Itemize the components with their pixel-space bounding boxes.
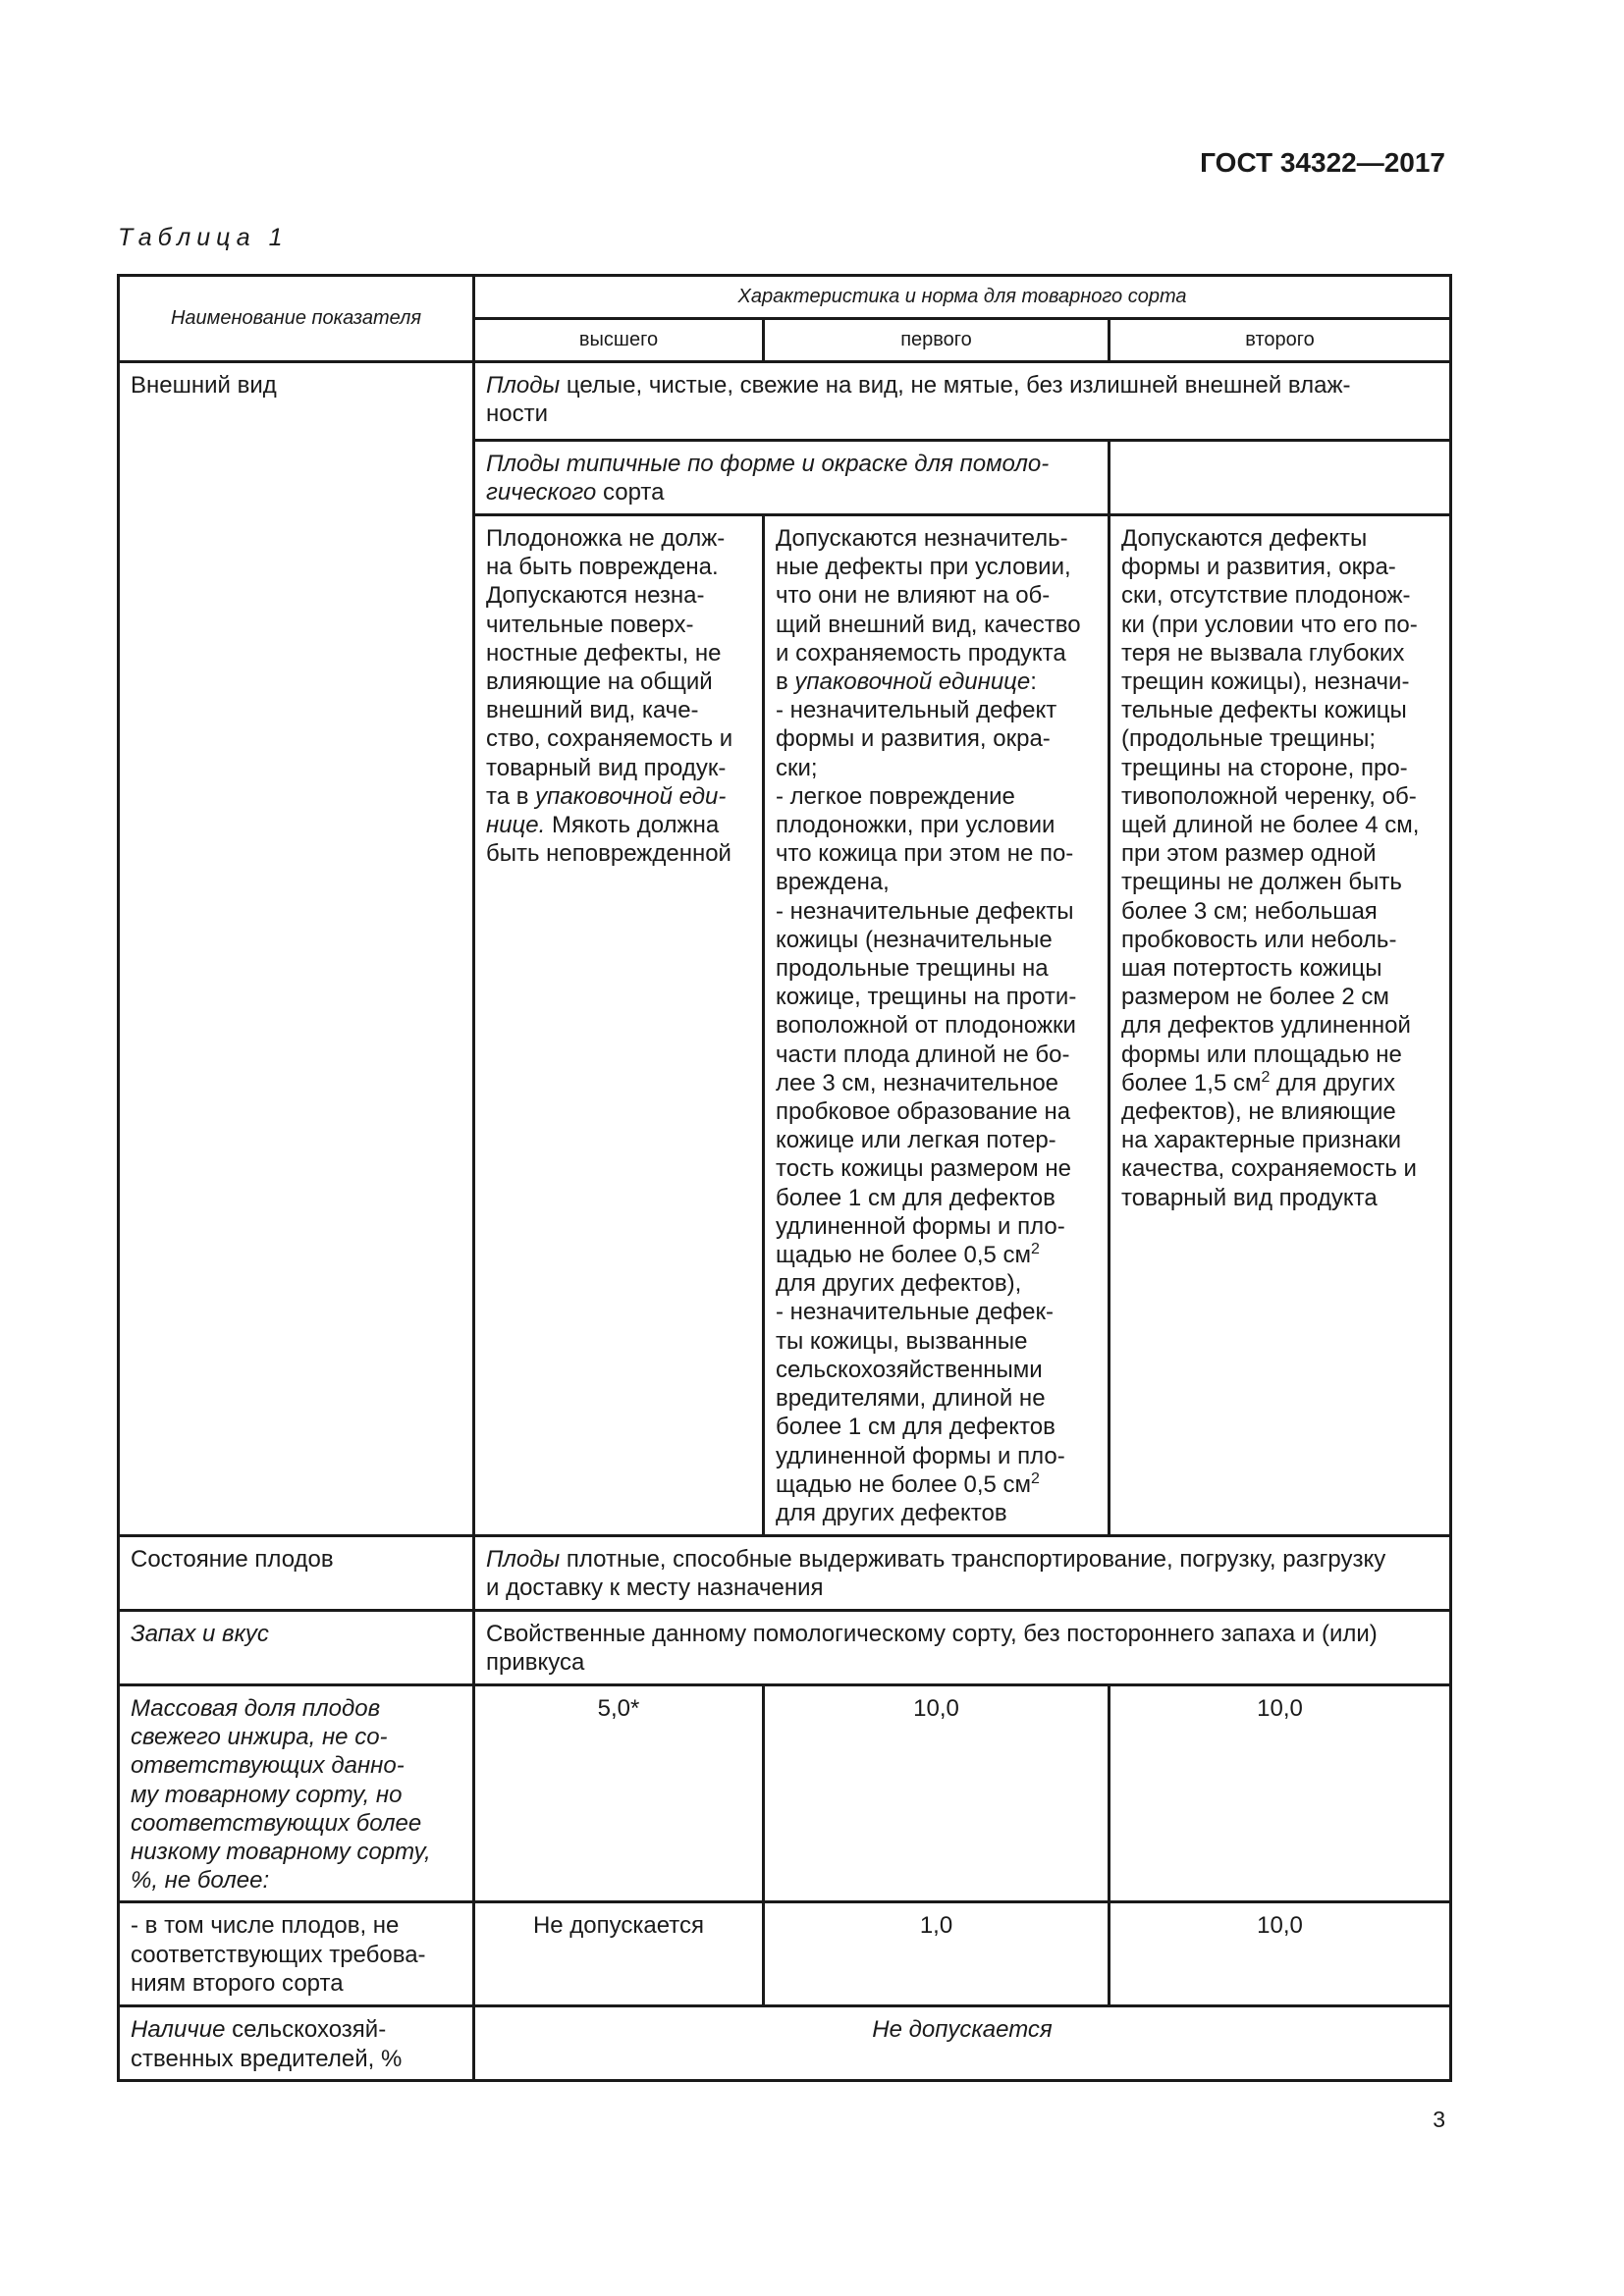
mass-label-line: низкому товарному сорту, — [131, 1839, 431, 1866]
first-line: продольные трещины на — [776, 955, 1049, 983]
mass-label-line: соответствующих более — [131, 1809, 422, 1837]
second-line: более 3 см; небольшая — [1121, 897, 1378, 925]
including-label-line: - в том числе плодов, не — [131, 1912, 400, 1940]
first-line: удлиненной формы и пло- — [776, 1442, 1065, 1469]
highest-line11-it: нице. — [486, 812, 546, 839]
first-line: воположной от плодоножки — [776, 1012, 1076, 1040]
first-line6-pre: в — [776, 668, 795, 696]
second-line: ски, отсутствие плодонож- — [1121, 582, 1411, 610]
second-line: теря не вызвала глубоких — [1121, 639, 1405, 667]
standard-code: ГОСТ 34322—2017 — [1200, 147, 1445, 178]
smell-value-cell — [474, 1611, 1451, 1685]
header-grade-first: первого — [764, 319, 1110, 362]
first-line: плодоножки, при условии — [776, 812, 1056, 839]
second-line20-post: для других — [1270, 1069, 1395, 1096]
second-line: формы или площадью не — [1121, 1041, 1402, 1068]
second-line: товарный вид продукта — [1121, 1184, 1378, 1211]
including-label-line: ниям второго сорта — [131, 1969, 344, 1997]
first-line: части плода длиной не бо- — [776, 1041, 1070, 1068]
mass-label-line: ответствующих данно- — [131, 1752, 405, 1780]
first-line35: для других дефектов — [776, 1499, 1007, 1526]
condition-value-text: плотные, способные выдерживать транспортирование, погрузку, разгрузку — [560, 1546, 1386, 1573]
mass-label-line: му товарному сорту, но — [131, 1781, 403, 1808]
first-line: формы и развития, окра- — [776, 725, 1051, 753]
header-characteristic: Характеристика и норма для товарного сорта — [474, 276, 1451, 319]
appearance-typical-line2-it: гического — [486, 479, 597, 507]
highest-line: Допускаются незна- — [486, 582, 705, 610]
first-line6-it: упаковочной единице — [794, 668, 1031, 696]
second-line: тивоположной черенку, об- — [1121, 782, 1417, 810]
second-line: трещины не должен быть — [1121, 869, 1402, 896]
including-value-second: 10,0 — [1110, 1902, 1451, 2006]
second-line: размером не более 2 см — [1121, 984, 1389, 1011]
second-line: щей длиной не более 4 см, — [1121, 812, 1420, 839]
appearance-plody: Плоды — [486, 372, 561, 399]
first-line: и сохраняемость продукта — [776, 639, 1066, 667]
first-line: - незначительный дефект — [776, 697, 1057, 724]
first-line: пробковое образование на — [776, 1098, 1071, 1126]
first-line: кожице, трещины на проти- — [776, 984, 1077, 1011]
smell-value-line1: Свойственные данному помологическому сорту, без постороннего запаха и (или) — [486, 1621, 1378, 1647]
appearance-second-cell — [1110, 515, 1451, 1536]
first-line: для других дефектов), — [776, 1270, 1022, 1298]
row-label-including — [119, 1902, 474, 2006]
second-line: шая потертость кожицы — [1121, 955, 1382, 983]
first-line: лее 3 см, незначительное — [776, 1069, 1059, 1096]
page-number: 3 — [1433, 2107, 1445, 2132]
first-line: - легкое повреждение — [776, 782, 1015, 810]
first-line: ски; — [776, 754, 818, 781]
highest-line11-rest: Мякоть должна — [545, 812, 720, 839]
second-line: для дефектов удлиненной — [1121, 1012, 1411, 1040]
first-line: тость кожицы размером не — [776, 1155, 1071, 1183]
mass-value-second: 10,0 — [1110, 1685, 1451, 1902]
appearance-general-line2: ности — [486, 400, 548, 428]
first-line26-sup: 2 — [1031, 1241, 1040, 1258]
first-line: более 1 см для дефектов — [776, 1414, 1056, 1441]
first-line: кожице или легкая потер- — [776, 1127, 1056, 1154]
appearance-general-cell — [474, 362, 1451, 441]
second-line20-sup: 2 — [1261, 1068, 1271, 1086]
second-line: при этом размер одной — [1121, 840, 1377, 868]
first-line: вредителями, длиной не — [776, 1385, 1046, 1413]
pests-value: Не допускается — [474, 2006, 1451, 2081]
first-line: вреждена, — [776, 869, 890, 896]
first-line34-pre: щадью не более 0,5 см — [776, 1470, 1032, 1498]
appearance-typical-line2-rest: сорта — [596, 479, 665, 507]
first-line: удлиненной формы и пло- — [776, 1212, 1065, 1240]
header-grade-highest: высшего — [474, 319, 764, 362]
appearance-general-text: целые, чистые, свежие на вид, не мятые, без излишней внешней влаж- — [560, 372, 1351, 399]
mass-value-first: 10,0 — [764, 1685, 1110, 1902]
including-value-first: 1,0 — [764, 1902, 1110, 2006]
second-line: трещины на стороне, про- — [1121, 754, 1408, 781]
highest-line: ство, сохраняемость и — [486, 725, 733, 753]
first-line: - незначительные дефекты — [776, 897, 1074, 925]
first-line: более 1 см для дефектов — [776, 1184, 1056, 1211]
second-line: трещин кожицы), незначи- — [1121, 668, 1410, 696]
first-line6-post: : — [1030, 668, 1037, 696]
second-line: формы и развития, окра- — [1121, 554, 1396, 581]
first-line: ты кожицы, вызванные — [776, 1327, 1028, 1355]
condition-value-line2: и доставку к месту назначения — [486, 1575, 824, 1602]
pests-label-it: Наличие — [131, 2016, 226, 2044]
second-line: (продольные трещины; — [1121, 725, 1377, 753]
header-indicator: Наименование показателя — [119, 276, 474, 362]
second-line: дефектов), не влияющие — [1121, 1098, 1396, 1126]
second-line: на характерные признаки — [1121, 1127, 1402, 1154]
first-line: ные дефекты при условии, — [776, 554, 1071, 581]
first-line: что они не влияют на об- — [776, 582, 1051, 610]
second-line: качества, сохраняемость и — [1121, 1155, 1417, 1183]
mass-label-line: Массовая доля плодов — [131, 1695, 381, 1722]
smell-value-line2: привкуса — [486, 1649, 585, 1677]
first-line: сельскохозяйственными — [776, 1356, 1043, 1383]
including-label-line: соответствующих требова- — [131, 1941, 426, 1968]
mass-label-line: %, не более: — [131, 1867, 270, 1895]
appearance-typical-line1: Плоды типичные по форме и окраске для помоло- — [486, 451, 1050, 477]
first-line: что кожица при этом не по- — [776, 840, 1074, 868]
highest-line10-it: упаковочной еди- — [535, 782, 727, 810]
highest-line: влияющие на общий — [486, 668, 713, 696]
appearance-first-cell — [764, 515, 1110, 1536]
highest-line: товарный вид продук- — [486, 754, 727, 781]
highest-line: ностные дефекты, не — [486, 639, 722, 667]
second-line: Допускаются дефекты — [1121, 525, 1368, 552]
appearance-typical-cell — [474, 441, 1110, 515]
pests-label-rest: сельскохозяй- — [225, 2016, 387, 2044]
condition-plody: Плоды — [486, 1546, 561, 1573]
highest-line: на быть повреждена. — [486, 554, 719, 581]
first-line: щий внешний вид, качество — [776, 611, 1081, 638]
pests-label-line2: ственных вредителей, % — [131, 2045, 403, 2072]
highest-line10-pre: та в — [486, 782, 536, 810]
mass-label-line: свежего инжира, не со- — [131, 1724, 388, 1751]
second-line20-pre: более 1,5 см — [1121, 1069, 1262, 1096]
first-line: - незначительные дефек- — [776, 1299, 1054, 1326]
second-line: тельные дефекты кожицы — [1121, 697, 1407, 724]
row-label-pests — [119, 2006, 474, 2081]
highest-line: чительные поверх- — [486, 611, 694, 638]
second-line: ки (при условии что его по- — [1121, 611, 1418, 638]
condition-value-cell — [474, 1536, 1451, 1611]
row-label-appearance: Внешний вид — [119, 362, 474, 1536]
appearance-highest-cell — [474, 515, 764, 1536]
appearance-typical-empty — [1110, 441, 1451, 515]
row-label-smell: Запах и вкус — [119, 1611, 474, 1685]
header-grade-second: второго — [1110, 319, 1451, 362]
row-label-mass-fraction — [119, 1685, 474, 1902]
first-line: кожицы (незначительные — [776, 926, 1053, 953]
including-value-highest: Не допускается — [474, 1902, 764, 2006]
first-line26-pre: щадью не более 0,5 см — [776, 1242, 1032, 1269]
first-line: Допускаются незначитель- — [776, 525, 1068, 552]
highest-line: Плодоножка не долж- — [486, 525, 726, 552]
mass-value-highest: 5,0* — [474, 1685, 764, 1902]
highest-line12: быть неповрежденной — [486, 840, 731, 868]
table-caption: Таблица 1 — [118, 224, 289, 251]
row-label-condition: Состояние плодов — [119, 1536, 474, 1611]
first-line34-sup: 2 — [1031, 1469, 1040, 1487]
spec-table — [117, 274, 1452, 2082]
highest-line: внешний вид, каче- — [486, 697, 699, 724]
second-line: пробковость или неболь- — [1121, 926, 1397, 953]
